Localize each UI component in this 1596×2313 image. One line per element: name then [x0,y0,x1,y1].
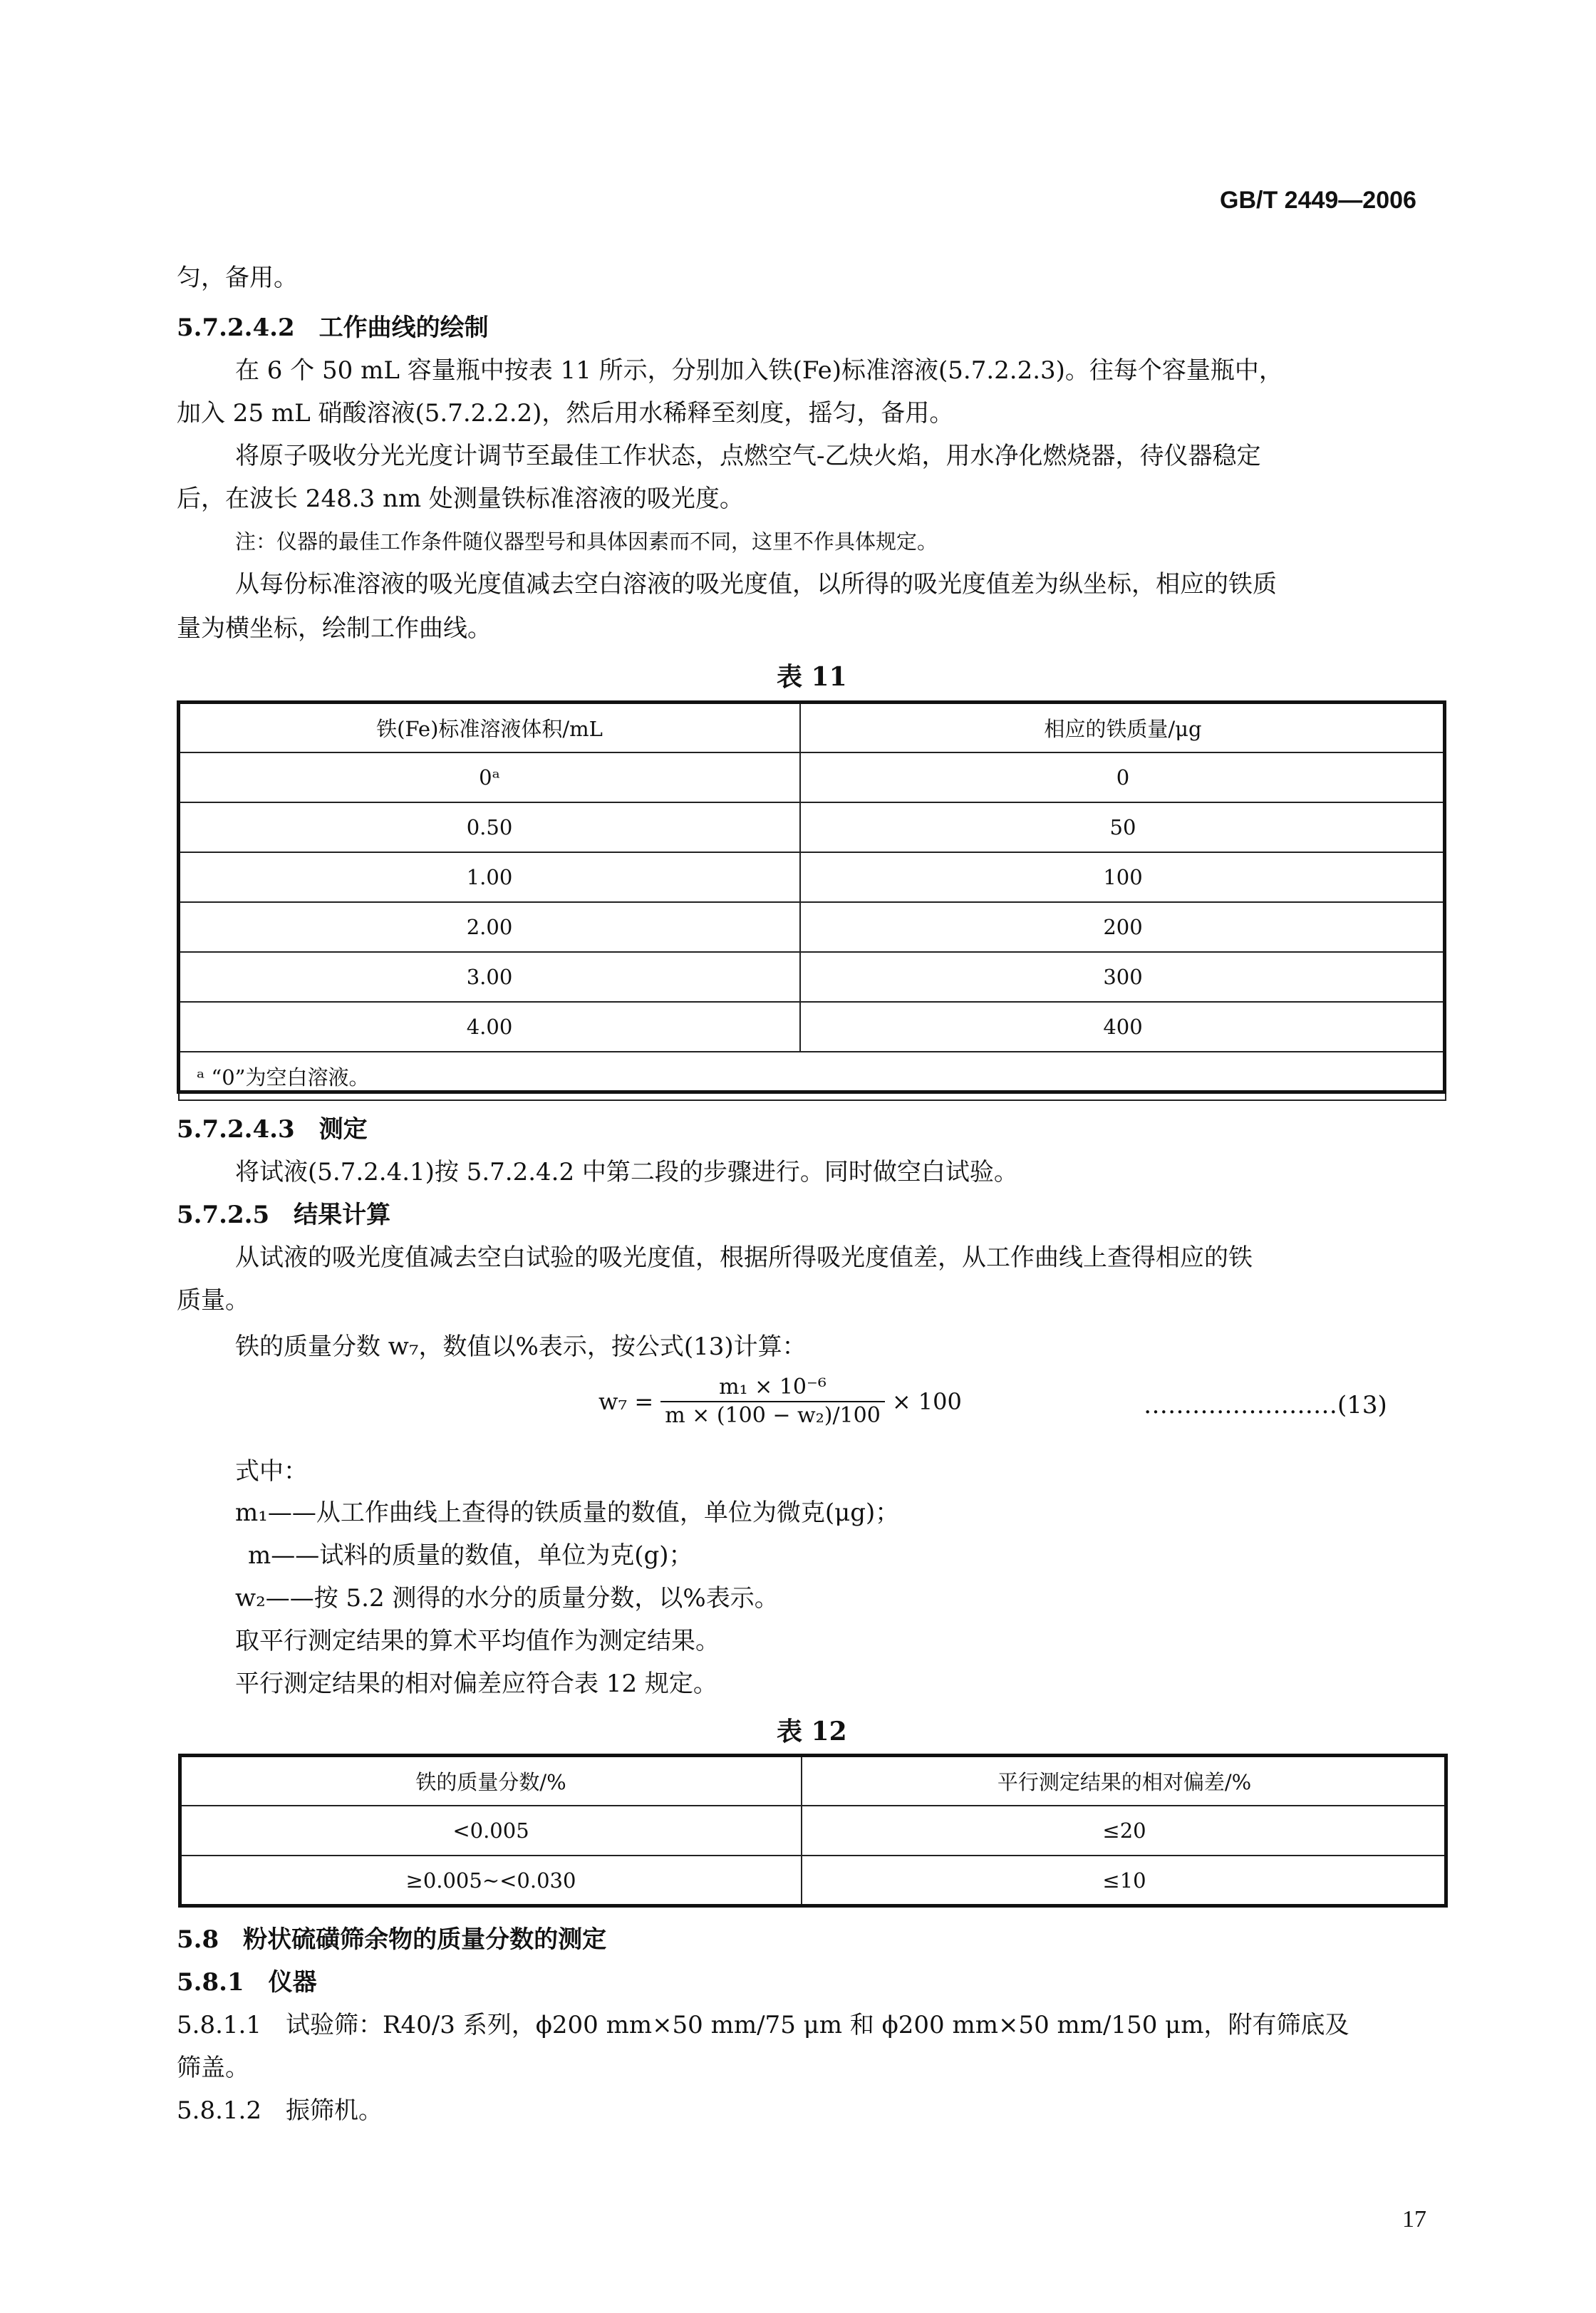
table-cell: 2.00 [179,902,800,952]
column-header: 铁(Fe)标准溶液体积/mL [179,703,800,752]
table-cell: 400 [800,1002,1446,1052]
definition-m: m——试料的质量的数值，单位为克(g)； [248,1541,693,1570]
formula-number: ……………………(13) [1144,1391,1387,1419]
table-12-caption: 表 12 [777,1717,847,1747]
formula-lhs: w₇ = [598,1388,654,1415]
formula-numerator: m₁ × 10⁻⁶ [660,1375,885,1402]
paragraph-5-line-2: 质量。 [177,1286,249,1315]
paragraph-3-line-1: 从每份标准溶液的吸光度值减去空白溶液的吸光度值，以所得的吸光度值差为纵坐标，相应的铁质 [235,570,1277,599]
table-cell: 1.00 [179,852,800,902]
section-number: 5.7.2.5 [177,1201,270,1229]
table-row [179,752,1446,802]
paragraph-3-line-2: 量为横坐标，绘制工作曲线。 [177,614,492,643]
page-number: 17 [1402,2206,1426,2232]
table-footnote-row [179,1052,1446,1100]
table-cell: ≥0.005~<0.030 [180,1856,802,1905]
table-cell: 0 [800,752,1446,802]
section-title: 测定 [318,1115,368,1144]
note: 注：仪器的最佳工作条件随仪器型号和具体因素而不同，这里不作具体规定。 [235,529,938,554]
table-row [179,802,1446,852]
continuation-text: 匀，备用。 [177,264,298,292]
section-number: 5.7.2.4.2 [177,314,295,342]
section-5-8: 5.8 粉状硫磺筛余物的质量分数的测定 [177,1925,607,1954]
table-12 [180,1755,1448,1906]
paragraph-2-line-2: 后，在波长 248.3 nm 处测量铁标准溶液的吸光度。 [177,485,744,513]
table-cell: 200 [800,902,1446,952]
table-cell: 0.50 [179,802,800,852]
table-row [179,1002,1446,1052]
formula-13 [598,1375,962,1428]
table-cell: 300 [800,952,1446,1002]
table-11 [178,702,1446,1101]
table-cell: 50 [800,802,1446,852]
table-footnote: ᵃ “0”为空白溶液。 [179,1052,1446,1100]
table-cell: <0.005 [180,1806,802,1856]
table-cell: ≤10 [802,1856,1447,1905]
formula-denominator: m × (100 − w₂)/100 [665,1403,881,1428]
section-5-7-2-5 [177,1201,390,1229]
section-number: 5.7.2.4.3 [177,1115,295,1144]
paragraph-6: 铁的质量分数 w₇，数值以%表示，按公式(13)计算： [235,1333,807,1361]
paragraph-7: 取平行测定结果的算术平均值作为测定结果。 [235,1627,720,1655]
table-cell: ≤20 [802,1806,1447,1856]
definition-m1: m₁——从工作曲线上查得的铁质量的数值，单位为微克(μg)； [235,1499,900,1527]
table-row [179,852,1446,902]
formula-rhs: × 100 [891,1388,962,1415]
section-5-8-1: 5.8.1 仪器 [177,1968,317,1997]
table-row [180,1806,1447,1856]
table-header-row [179,703,1446,752]
column-header: 平行测定结果的相对偏差/% [802,1756,1447,1806]
paragraph-8: 平行测定结果的相对偏差应符合表 12 规定。 [235,1670,717,1698]
paragraph-5-line-1: 从试液的吸光度值减去空白试验的吸光度值，根据所得吸光度值差，从工作曲线上查得相应的铁 [235,1243,1253,1272]
section-5-7-2-4-2 [177,314,489,342]
section-5-8-1-1-line-1: 5.8.1.1 试验筛：R40/3 系列，ϕ200 mm×50 mm/75 μm 和 ϕ200 mm×50 mm/150 μm，附有筛底及 [177,2011,1349,2039]
table-header-row [180,1756,1447,1806]
section-title: 工作曲线的绘制 [318,314,489,342]
table-row [180,1856,1447,1905]
table-11-caption: 表 11 [777,662,847,692]
paragraph-4: 将试液(5.7.2.4.1)按 5.7.2.4.2 中第二段的步骤进行。同时做空白试验。 [235,1158,1018,1186]
table-row [179,902,1446,952]
formula-fraction [660,1375,885,1428]
paragraph-1-line-2: 加入 25 mL 硝酸溶液(5.7.2.2.2)，然后用水稀释至刻度，摇匀，备用。 [177,399,954,428]
table-cell: 3.00 [179,952,800,1002]
section-title: 结果计算 [294,1201,391,1229]
table-cell: 0ᵃ [179,752,800,802]
column-header: 铁的质量分数/% [180,1756,802,1806]
table-cell: 4.00 [179,1002,800,1052]
section-5-7-2-4-3 [177,1115,368,1144]
table-row [179,952,1446,1002]
section-5-8-1-2: 5.8.1.2 振筛机。 [177,2096,383,2125]
paragraph-2-line-1: 将原子吸收分光光度计调节至最佳工作状态，点燃空气-乙炔火焰，用水净化燃烧器，待仪器稳定 [235,442,1261,470]
paragraph-1-line-1: 在 6 个 50 mL 容量瓶中按表 11 所示，分别加入铁(Fe)标准溶液(5.7.2.2.3)。往每个容量瓶中， [235,356,1283,385]
section-5-8-1-1-line-2: 筛盖。 [177,2054,249,2082]
column-header: 相应的铁质量/μg [800,703,1446,752]
standard-number: GB/T 2449—2006 [1220,187,1416,214]
where-label: 式中： [235,1457,308,1486]
table-cell: 100 [800,852,1446,902]
definition-w2: w₂——按 5.2 测得的水分的质量分数，以%表示。 [235,1584,779,1613]
